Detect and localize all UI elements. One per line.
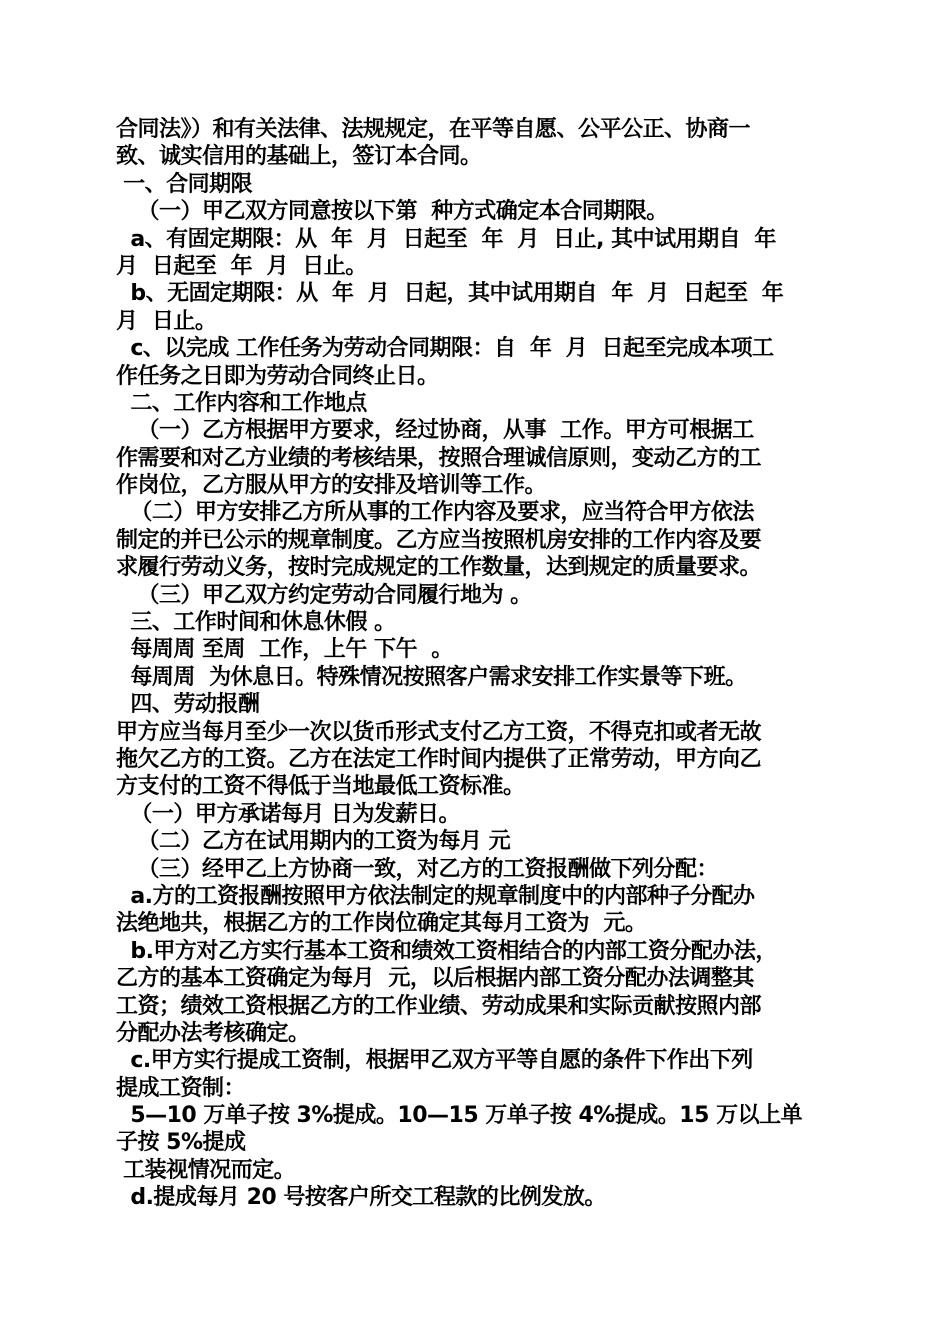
text-line: 乙方的基本工资确定为每月 元，以后根据内部工资分配办法调整其 <box>116 966 754 992</box>
text-line: 法绝地共，根据乙方的工作岗位确定其每月工资为 元。 <box>116 911 647 937</box>
section-heading-contract-term: 一、合同期限 <box>116 171 253 197</box>
section-heading-work-content: 二、工作内容和工作地点 <box>116 390 367 416</box>
text-line: 月 日起至 年 月 日止。 <box>116 253 367 279</box>
text-line: a、有固定期限：从 年 月 日起至 年 月 日止, 其中试用期自 年 <box>116 226 776 252</box>
text-line: c、以完成 工作任务为劳动合同期限：自 年 月 日起至完成本项工 <box>116 336 774 362</box>
text-line: 提成工资制： <box>116 1075 246 1101</box>
text-line: （一）甲乙双方同意按以下第 种方式确定本合同期限。 <box>116 199 668 225</box>
text-line: 每周周 为休息日。特殊情况按照客户需求安排工作实景等下班。 <box>116 664 747 690</box>
text-line: d.提成每月 20 号按客户所交工程款的比例发放。 <box>116 1185 606 1211</box>
text-line: （一）乙方根据甲方要求，经过协商，从事 工作。甲方可根据工 <box>116 418 754 444</box>
text-line: b、无固定期限：从 年 月 日起，其中试用期自 年 月 日起至 年 <box>116 281 784 307</box>
text-line: 工装视情况而定。 <box>116 1157 296 1183</box>
text-line: （三）甲乙双方约定劳动合同履行地为 。 <box>116 582 532 608</box>
text-line: 求履行劳动义务，按时完成规定的工作数量，达到规定的质量要求。 <box>116 555 762 581</box>
text-line: 分配办法考核确定。 <box>116 1020 310 1046</box>
text-line: 作需要和对乙方业绩的考核结果，按照合理诚信原则，变动乙方的工 <box>116 445 762 471</box>
text-line: 拖欠乙方的工资。乙方在法定工作时间内提供了正常劳动，甲方向乙 <box>116 746 762 772</box>
text-line: 制定的并已公示的规章制度。乙方应当按照机房安排的工作内容及要 <box>116 527 762 553</box>
text-line: 甲方应当每月至少一次以货币形式支付乙方工资，不得克扣或者无故 <box>116 719 762 745</box>
text-line: 工资；绩效工资根据乙方的工作业绩、劳动成果和实际贡献按照内部 <box>116 993 762 1019</box>
text-line: 每周周 至周 工作，上午 下午 。 <box>116 637 453 663</box>
text-line: （二）乙方在试用期内的工资为每月 元 <box>116 829 511 855</box>
text-line: （一）甲方承诺每月 日为发薪日。 <box>116 801 460 827</box>
text-line: c.甲方实行提成工资制，根据甲乙双方平等自愿的条件下作出下列 <box>116 1048 753 1074</box>
text-line: 子按 5%提成 <box>116 1130 246 1156</box>
section-heading-work-hours: 三、工作时间和休息休假 。 <box>116 610 396 636</box>
text-line: 月 日止。 <box>116 308 217 334</box>
section-heading-remuneration: 四、劳动报酬 <box>116 692 260 718</box>
text-line: b.甲方对乙方实行基本工资和绩效工资相结合的内部工资分配办法， <box>116 938 777 964</box>
text-line: 作任务之日即为劳动合同终止日。 <box>116 363 439 389</box>
text-line: 合同法》）和有关法律、法规规定，在平等自愿、公平公正、协商一 <box>116 117 751 142</box>
text-line: （二）甲方安排乙方所从事的工作内容及要求，应当符合甲方依法 <box>116 500 754 526</box>
text-line: （三）经甲乙上方协商一致，对乙方的工资报酬做下列分配： <box>116 856 718 882</box>
text-line: 方支付的工资不得低于当地最低工资标准。 <box>116 774 525 800</box>
text-line: 作岗位，乙方服从甲方的安排及培训等工作。 <box>116 473 547 499</box>
text-line: a.方的工资报酬按照甲方依法制定的规章制度中的内部种子分配办 <box>116 883 755 909</box>
contract-text-body <box>116 116 836 1212</box>
text-line: 致、诚实信用的基础上，签订本合同。 <box>116 144 482 170</box>
text-line: 5—10 万单子按 3%提成。10—15 万单子按 4%提成。15 万以上单 <box>116 1103 803 1129</box>
